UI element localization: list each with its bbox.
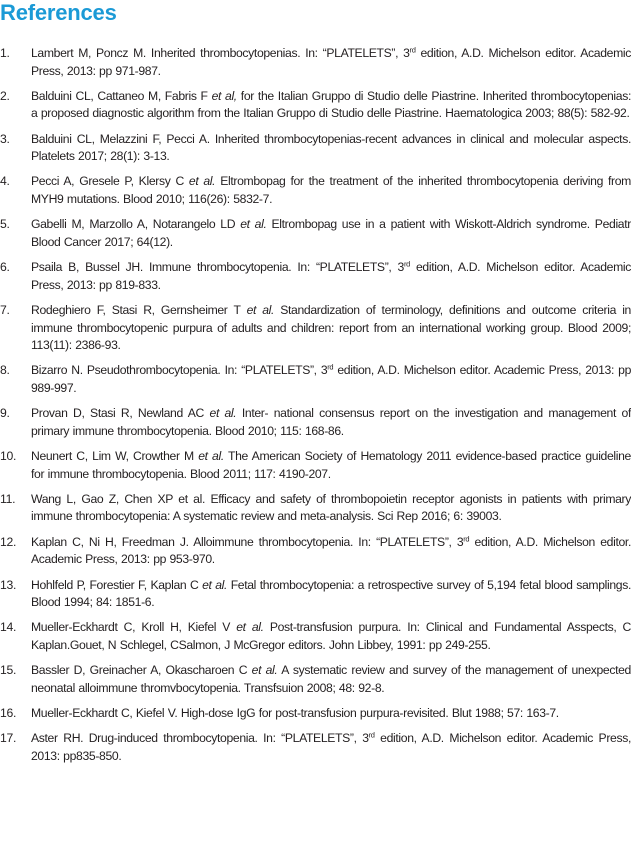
edition-superscript: rd: [327, 362, 334, 372]
reference-text: [31, 705, 631, 723]
reference-number: 15.: [0, 663, 17, 678]
reference-text-run: The American Society of Hematology 2011 evidence-based practice guideline for immune thrombocytopenia. Blood 2011; 117: 4190-207.: [31, 449, 631, 481]
reference-item: [0, 405, 631, 440]
reference-number: 10.: [0, 449, 17, 464]
reference-text-run: Mueller-Eckhardt C, Kiefel V. High-dose IgG for post-transfusion purpura-revisited. Blut 1988; 57: 163-7.: [31, 706, 559, 721]
et-al-italic: et al.: [240, 217, 267, 232]
reference-text-run: Standardization of terminology, definitions and outcome criteria in immune thrombocytopenic purpura of adults and children: report from an international working group. Blood 2009; 113(11): 2386-93.: [31, 302, 631, 353]
reference-item: [0, 448, 631, 483]
reference-number: 17.: [0, 731, 17, 746]
reference-text-run: edition, A.D. Michelson editor. Academic Press, 2013: pp 971-987.: [31, 46, 631, 78]
edition-superscript: rd: [368, 730, 375, 740]
et-al-italic: et al.: [251, 663, 278, 678]
reference-text: [31, 259, 631, 294]
reference-number: 13.: [0, 577, 17, 592]
reference-list: [0, 45, 631, 773]
reference-text: [31, 131, 631, 166]
reference-number: 1.: [0, 46, 10, 60]
reference-item: [0, 216, 631, 251]
reference-text: [31, 619, 631, 654]
reference-item: [0, 362, 631, 397]
reference-number: 3.: [0, 131, 10, 146]
reference-item: [0, 577, 631, 612]
reference-text-run: Hohlfeld P, Forestier F, Kaplan C: [31, 577, 203, 592]
reference-text: [31, 577, 631, 612]
reference-text-run: Eltrombopag use in a patient with Wiskott-Aldrich syndrome. Pediatr Blood Cancer 2017; 64(12).: [31, 217, 631, 249]
reference-number: 12.: [0, 534, 17, 549]
reference-item: [0, 88, 631, 123]
reference-item: [0, 730, 631, 765]
reference-number: 4.: [0, 174, 10, 189]
reference-number: 9.: [0, 406, 10, 421]
section-title: References: [0, 0, 117, 25]
reference-number: 14.: [0, 620, 17, 635]
reference-number: 16.: [0, 706, 17, 721]
reference-text-run: Gabelli M, Marzollo A, Notarangelo LD: [31, 217, 241, 232]
et-al-italic: et al.: [209, 406, 237, 421]
reference-text-run: Provan D, Stasi R, Newland AC: [31, 406, 210, 421]
reference-text-run: Rodeghiero F, Stasi R, Gernsheimer T: [31, 302, 247, 317]
reference-text-run: Lambert M, Poncz M. Inherited thrombocytopenias. In: “PLATELETS”, 3: [31, 46, 410, 60]
reference-text-run: Balduini CL, Cattaneo M, Fabris F: [31, 88, 212, 103]
et-al-italic: et al.: [188, 174, 216, 189]
reference-text-run: Bassler D, Greinacher A, Okascharoen C: [31, 663, 252, 678]
reference-text: [31, 173, 631, 208]
reference-number: 2.: [0, 88, 10, 103]
reference-text: [31, 216, 631, 251]
reference-text-run: Inter- national consensus report on the investigation and management of primary immune thrombocytopenia. Blood 2010; 115: 168-86.: [31, 406, 631, 438]
reference-item: [0, 619, 631, 654]
reference-text: [31, 302, 631, 355]
et-al-italic: et al,: [211, 88, 237, 103]
reference-text-run: for the Italian Gruppo di Studio delle Piastrine. Inherited thrombocytopenias: a proposed diagnostic algorithm from the Italian Gruppo di Studio delle Piastrine. Haematologica 2003; 88(5): 582-92.: [31, 88, 631, 121]
reference-text-run: Fetal thrombocytopenia: a retrospective survey of 5,194 fetal blood samplings. Blood 1994; 84: 1851-6.: [31, 577, 631, 610]
reference-number: 5.: [0, 217, 10, 232]
reference-text-run: edition, A.D. Michelson editor. Academic Press, 2013: pp 819-833.: [31, 260, 631, 292]
reference-item: [0, 45, 631, 80]
reference-text-run: edition, A.D. Michelson editor. Academic Press, 2013: pp 953-970.: [31, 534, 631, 567]
reference-text-run: edition, A.D. Michelson editor. Academic Press, 2013: pp 989-997.: [31, 363, 631, 395]
reference-text-run: Kaplan C, Ni H, Freedman J. Alloimmune thrombocytopenia. In: “PLATELETS”, 3: [31, 534, 464, 549]
reference-item: [0, 131, 631, 166]
reference-text-run: Psaila B, Bussel JH. Immune thrombocytopenia. In: “PLATELETS”, 3: [31, 260, 404, 275]
reference-text: [31, 405, 631, 440]
reference-item: [0, 259, 631, 294]
edition-superscript: rd: [463, 534, 470, 544]
reference-number: 7.: [0, 302, 10, 317]
reference-text: [31, 730, 631, 765]
reference-text-run: Bizarro N. Pseudothrombocytopenia. In: “PLATELETS”, 3: [31, 363, 328, 378]
reference-item: [0, 705, 631, 723]
reference-item: [0, 534, 631, 569]
reference-item: [0, 491, 631, 526]
reference-item: [0, 173, 631, 208]
reference-text-run: Neunert C, Lim W, Crowther M: [31, 449, 199, 464]
reference-text: [31, 45, 631, 80]
reference-text: [31, 88, 631, 123]
reference-text-run: edition, A.D. Michelson editor. Academic Press, 2013: pp835-850.: [31, 731, 631, 763]
reference-text: [31, 534, 631, 569]
et-al-italic: et al.: [198, 449, 224, 464]
reference-item: [0, 662, 631, 697]
reference-text-run: Balduini CL, Melazzini F, Pecci A. Inherited thrombocytopenias-recent advances in clinical and molecular aspects. Platelets 2017; 28(1): 3-13.: [31, 131, 631, 164]
edition-superscript: rd: [403, 259, 410, 269]
et-al-italic: et al.: [202, 577, 228, 592]
reference-text: [31, 448, 631, 483]
reference-text: [31, 662, 631, 697]
reference-text-run: Wang L, Gao Z, Chen XP et al. Efficacy and safety of thrombopoietin receptor agonists in patients with primary immune thrombocytopenia: A systematic review and meta-analysis. Sci Rep 2016; 6: 39003.: [31, 491, 631, 524]
reference-text-run: A systematic review and survey of the management of unexpected neonatal alloimmune thromvbocytopenia. Transfsuion 2008; 48: 92-8.: [31, 663, 631, 695]
reference-number: 6.: [0, 260, 10, 275]
reference-text-run: Mueller-Eckhardt C, Kroll H, Kiefel V: [31, 620, 237, 635]
et-al-italic: et al.: [236, 620, 264, 635]
reference-text-run: Post-transfusion purpura. In: Clinical and Fundamental Asspects, C Kaplan.Gouet, N Schlegel, CSalmon, J McGregor editors. John Libbey, 1991: pp 249-255.: [31, 620, 631, 652]
reference-number: 8.: [0, 363, 10, 378]
reference-text-run: Pecci A, Gresele P, Klersy C: [31, 174, 189, 189]
et-al-italic: et al.: [246, 302, 275, 317]
reference-text-run: Aster RH. Drug-induced thrombocytopenia. In: “PLATELETS”, 3: [31, 731, 369, 746]
reference-text-run: Eltrombopag for the treatment of the inherited thrombocytopenia deriving from MYH9 mutations. Blood 2010; 116(26): 5832-7.: [31, 174, 631, 207]
edition-superscript: rd: [409, 45, 416, 55]
reference-number: 11.: [0, 491, 16, 506]
reference-text: [31, 362, 631, 397]
reference-item: [0, 302, 631, 355]
reference-text: [31, 491, 631, 526]
